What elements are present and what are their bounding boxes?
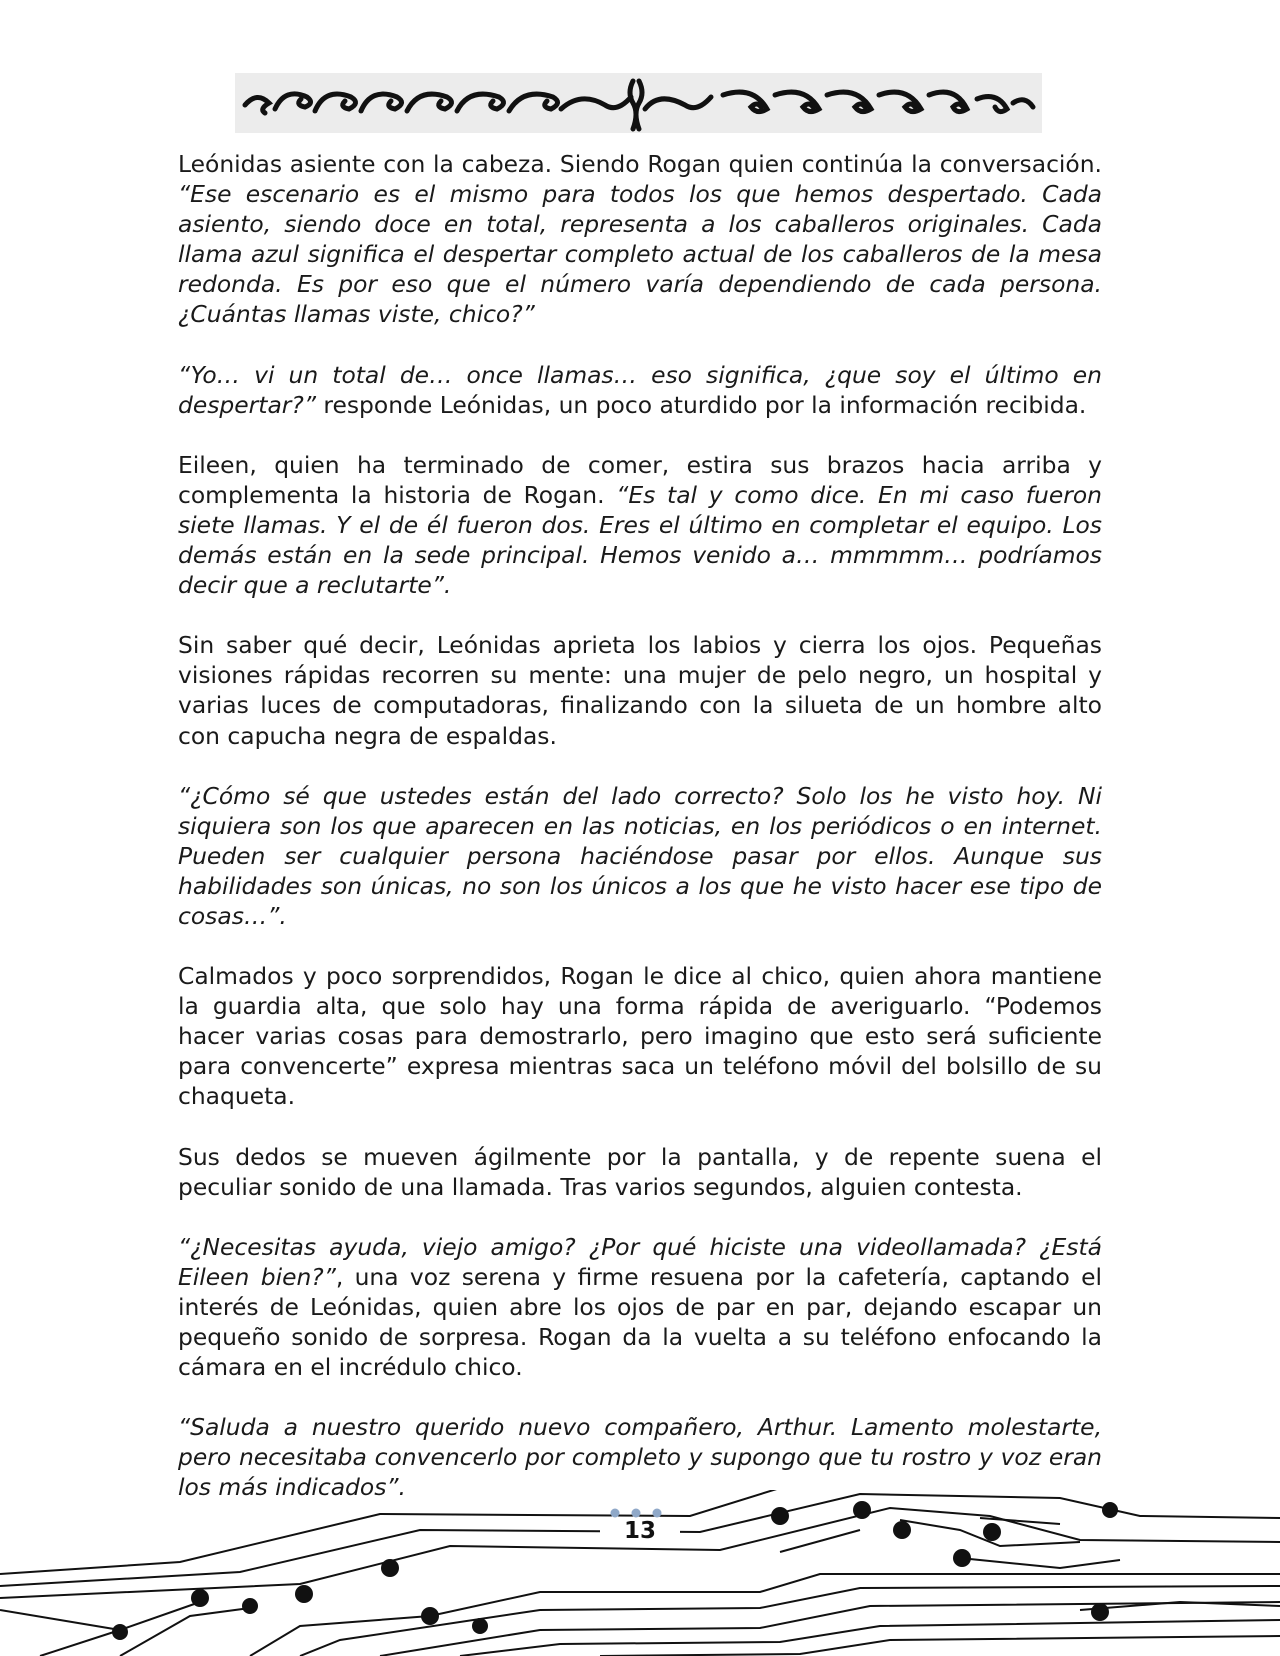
narration-text: Sus dedos se mueven ágilmente por la pantalla, y de repente suena el peculiar sonido de una llamada. Tras varios segundos, alguien contesta. xyxy=(178,1142,1102,1201)
paragraph xyxy=(178,1142,1102,1202)
page-number: 13 xyxy=(600,1518,680,1544)
paragraph xyxy=(178,1232,1102,1382)
dialogue-text: “Es tal y como dice. En mi caso fueron siete llamas. Y el de él fueron dos. Eres el último en completar el equipo. Los demás están en la sede principal. Hemos venido a… mmmmm… podríamos decir que a reclutarte”. xyxy=(178,480,1102,600)
paragraph xyxy=(178,450,1102,600)
dialogue-text: “Ese escenario es el mismo para todos los que hemos despertado. Cada asiento, siendo doce en total, representa a los caballeros originales. Cada llama azul significa el despertar completo actual de los caballeros de la mesa redonda. Es por eso que el número varía dependiendo de cada persona. ¿Cuántas llamas viste, chico?” xyxy=(178,180,1102,329)
narration-text: Sin saber qué decir, Leónidas aprieta los labios y cierra los ojos. Pequeñas visiones rápidas recorren su mente: una mujer de pelo negro, un hospital y varias luces de computadoras, finalizando con la silueta de un hombre alto con capucha negra de espaldas. xyxy=(178,631,1102,750)
paragraph xyxy=(178,781,1102,931)
paragraph xyxy=(178,961,1102,1111)
narration-text: Eileen, quien ha terminado de comer, estira sus brazos hacia arriba y complementa la historia de Rogan. xyxy=(178,450,1102,509)
paragraph xyxy=(178,630,1102,750)
paragraph xyxy=(178,1412,1102,1502)
body-text xyxy=(178,149,1102,1532)
narration-text: Calmados y poco sorprendidos, Rogan le dice al chico, quien ahora mantiene la guardia alta, que solo hay una forma rápida de averiguarlo. “Podemos hacer varias cosas para demostrarlo, pero imagino que esto será suficiente para convencerte” expresa mientras saca un teléfono móvil del bolsillo de su chaqueta. xyxy=(178,962,1102,1111)
narration-text: Leónidas asiente con la cabeza. Siendo Rogan quien continúa la conversación. xyxy=(178,150,1102,178)
dialogue-text: “Saluda a nuestro querido nuevo compañero, Arthur. Lamento molestarte, pero necesitaba convencerlo por completo y supongo que tu rostro y voz eran los más indicados”. xyxy=(178,1413,1102,1502)
paragraph xyxy=(178,149,1102,330)
header-ornament xyxy=(235,73,1042,133)
dialogue-text: “Yo… vi un total de… once llamas… eso significa, ¿que soy el último en despertar?” xyxy=(178,360,1102,419)
dialogue-text: “¿Necesitas ayuda, viejo amigo? ¿Por qué hiciste una videollamada? ¿Está Eileen bien?” xyxy=(178,1232,1102,1291)
flourish-icon xyxy=(235,73,1042,133)
narration-text: responde Leónidas, un poco aturdido por la información recibida. xyxy=(315,390,1087,419)
narration-text: , una voz serena y firme resuena por la cafetería, captando el interés de Leónidas, quien abre los ojos de par en par, dejando escapar un pequeño sonido de sorpresa. Rogan da la vuelta a su teléfono enfocando la cámara en el incrédulo chico. xyxy=(178,1262,1102,1382)
paragraph xyxy=(178,360,1102,420)
dialogue-text: “¿Cómo sé que ustedes están del lado correcto? Solo los he visto hoy. Ni siquiera son los que aparecen en las noticias, en los periódicos o en internet. Pueden ser cualquier persona haciéndose pasar por ellos. Aunque sus habilidades son únicas, no son los únicos a los que he visto hacer ese tipo de cosas…”. xyxy=(178,781,1102,930)
